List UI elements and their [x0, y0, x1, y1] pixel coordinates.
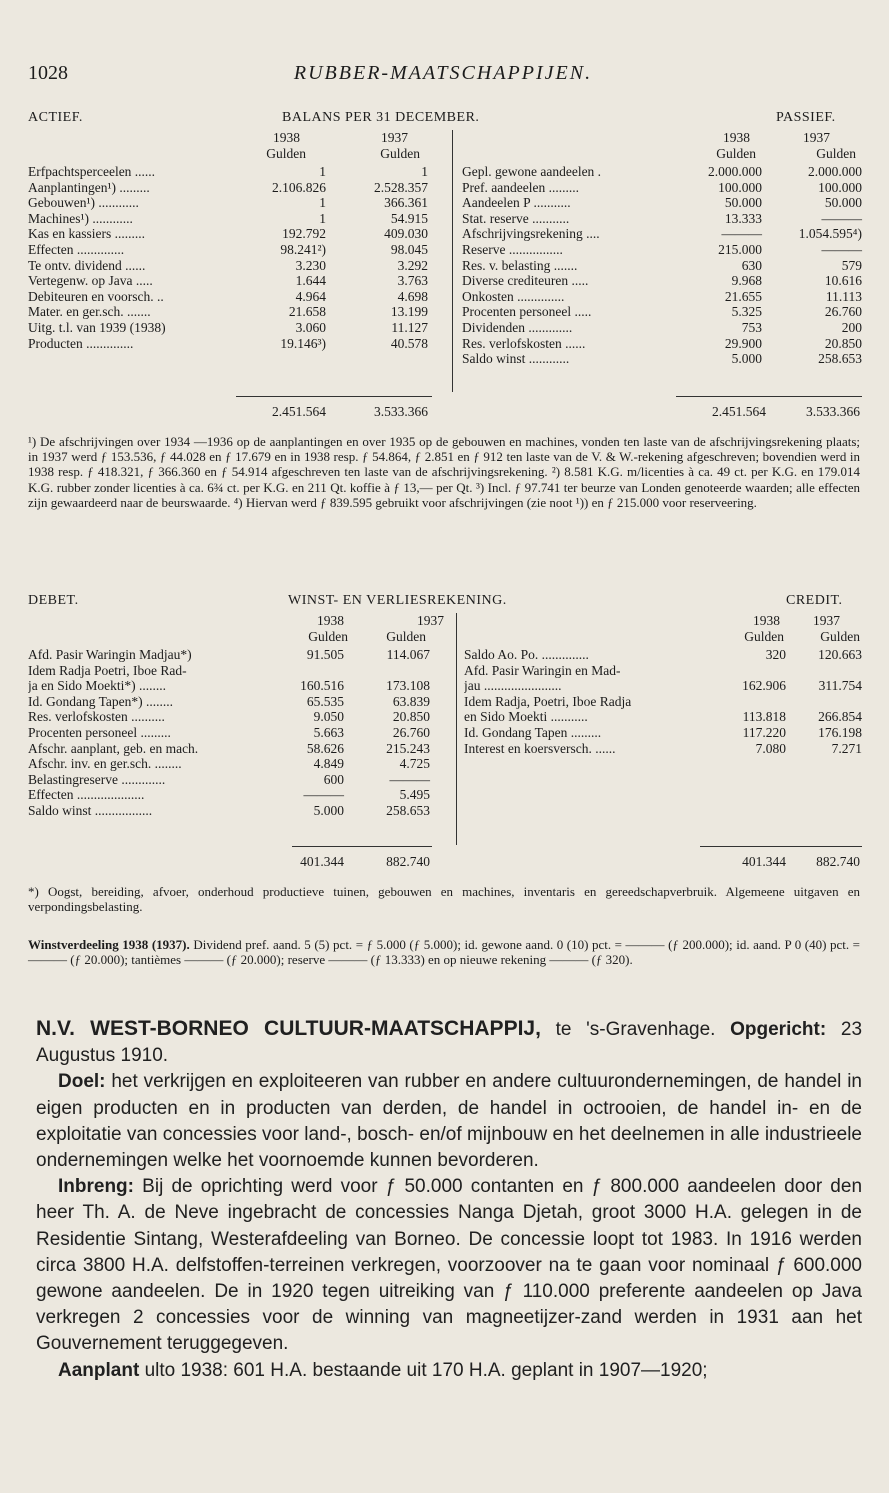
- table-row: [28, 787, 448, 803]
- value-1938: 162.906: [742, 678, 786, 694]
- currency-label: Gulden: [380, 145, 420, 161]
- table-row: [28, 336, 448, 352]
- value-1937: 1: [421, 164, 428, 179]
- value-1938: 3.230: [295, 257, 326, 273]
- total-rule: [700, 846, 862, 847]
- passief-table: [462, 164, 862, 367]
- total-debet-1937: 882.740: [386, 854, 430, 869]
- table-row: [462, 211, 862, 227]
- credit-title: CREDIT.: [786, 593, 843, 608]
- value-1937: 366.361: [384, 195, 428, 211]
- row-label: Saldo Ao. Po. ..............: [464, 647, 589, 662]
- row-label: Stat. reserve ...........: [462, 210, 570, 226]
- table-row: [28, 258, 448, 274]
- value-1938: 1: [319, 210, 326, 226]
- row-label: Reserve ................: [462, 241, 563, 257]
- table-row: [462, 304, 862, 320]
- value-1938: 5.000: [731, 351, 762, 367]
- table-row: [28, 647, 448, 663]
- table-row: [28, 709, 448, 725]
- value-1937: 3.292: [397, 257, 428, 273]
- value-1937: 2.528.357: [374, 179, 428, 195]
- value-1938: ———: [721, 226, 762, 242]
- value-1937: 63.839: [392, 693, 430, 709]
- total-rule: [676, 396, 862, 397]
- balance-totals: [28, 404, 860, 420]
- page-number: 1028: [28, 62, 68, 84]
- passief-title: PASSIEF.: [776, 110, 836, 125]
- debet-table: [28, 647, 448, 819]
- doel-text: het verkrijgen en exploiteeren van rubber en andere cultuurondernemingen, de handel in eigen producten en in producten van derden, de handel in octrooien, de handel in- en de exploitatie van concessies voor land-, bosch- en/of mijnbouw en het deelnemen in alle industrieele ondernemingen welke het voornoemde kunnen bevorderen.: [36, 1071, 862, 1172]
- table-row: [462, 258, 862, 274]
- column-divider: [452, 130, 453, 392]
- value-1937: 20.850: [824, 335, 862, 351]
- inbreng-label: Inbreng:: [58, 1176, 134, 1198]
- founded-label: Opgericht:: [730, 1019, 827, 1040]
- value-1938: 1: [319, 195, 326, 211]
- row-label: Aandeelen P ...........: [462, 195, 571, 211]
- table-row: [462, 226, 862, 242]
- row-label: Te ontv. dividend ......: [28, 257, 146, 273]
- pl-column-headers: [0, 613, 889, 645]
- table-row: [28, 663, 448, 679]
- table-row: [464, 663, 862, 679]
- row-label: Afschrijvingsrekening ....: [462, 226, 600, 242]
- value-1937: 258.653: [818, 351, 862, 367]
- value-1938: 1: [319, 164, 326, 179]
- winstverdeeling: [28, 937, 860, 967]
- value-1937: 20.850: [392, 709, 430, 725]
- value-1937: 215.243: [386, 740, 430, 756]
- value-1938: 29.900: [724, 335, 762, 351]
- row-label: Aanplantingen¹) .........: [28, 179, 150, 195]
- value-1937: 114.067: [386, 647, 430, 662]
- value-1937: 258.653: [386, 802, 430, 818]
- value-1937: 100.000: [818, 179, 862, 195]
- total-actief-1937: 3.533.366: [374, 404, 428, 419]
- row-label: Dividenden .............: [462, 319, 573, 335]
- table-row: [464, 678, 862, 694]
- row-label: Res. verlofskosten ..........: [28, 709, 165, 725]
- table-row: [462, 336, 862, 352]
- row-label: Kas en kassiers .........: [28, 226, 145, 242]
- table-row: [28, 195, 448, 211]
- value-1937: ———: [821, 210, 862, 226]
- row-label: Saldo winst ............: [462, 351, 570, 367]
- pl-totals: [28, 854, 860, 870]
- value-1938: 192.792: [282, 226, 326, 242]
- value-1938: ———: [303, 787, 344, 803]
- value-1938: 5.663: [313, 724, 344, 740]
- total-rule: [292, 846, 432, 847]
- table-row: [462, 195, 862, 211]
- table-row: [28, 304, 448, 320]
- column-divider: [456, 613, 457, 845]
- company-entry: [36, 1016, 862, 1384]
- value-1938: 21.658: [288, 304, 326, 320]
- table-row: [28, 226, 448, 242]
- row-label: Gepl. gewone aandeelen .: [462, 164, 602, 179]
- year-1937: 1937: [803, 130, 830, 145]
- table-row: [28, 180, 448, 196]
- currency-label: Gulden: [266, 145, 306, 161]
- value-1938: 160.516: [300, 678, 344, 694]
- total-passief-1938: 2.451.564: [712, 404, 766, 419]
- value-1938: 7.080: [755, 740, 786, 756]
- row-label: Id. Gondang Tapen*) ........: [28, 693, 174, 709]
- debet-title: DEBET.: [28, 593, 79, 608]
- value-1938: 65.535: [306, 693, 344, 709]
- table-row: [462, 180, 862, 196]
- value-1937: 50.000: [824, 195, 862, 211]
- value-1937: 579: [841, 257, 862, 273]
- row-label: Res. v. belasting .......: [462, 257, 578, 273]
- value-1937: 11.127: [391, 319, 428, 335]
- value-1937: 176.198: [818, 724, 862, 740]
- value-1937: 2.000.000: [808, 164, 862, 179]
- value-1938: 5.000: [313, 802, 344, 818]
- table-row: [28, 289, 448, 305]
- row-label: Gebouwen¹) ............: [28, 195, 139, 211]
- company-name: N.V. WEST-BORNEO CULTUUR-MAATSCHAPPIJ,: [36, 1017, 541, 1040]
- table-row: [28, 273, 448, 289]
- row-label: Pref. aandeelen .........: [462, 179, 579, 195]
- page-header: [28, 62, 858, 88]
- actief-table: [28, 164, 448, 351]
- row-label: ja en Sido Moekti*) ........: [28, 678, 166, 694]
- row-label: Afschr. aanplant, geb. en mach.: [28, 740, 199, 756]
- value-1937: 10.616: [824, 273, 862, 289]
- balance-footnote: ¹) De afschrijvingen over 1934 —1936 op de aanplantingen en over 1935 op de gebouwen en machines, vonden ten laste van de afschrijvingsrekening plaats; in 1937 werd ƒ 153.536, ƒ 44.028 en ƒ 17.679 en in 1938 resp. ƒ 54.864, ƒ 2.851 en ƒ 912 ten laste van de V. & W.-rekening afgeschreven; bovendien werd in 1938 resp. ƒ 418.321, ƒ 366.360 en ƒ 54.914 afgeschreven ten laste van de afschrijvingsrekening. ²) 8.581 K.G. m/licenties à ca. 49 ct. per K.G. en 179.014 K.G. rubber zonder licenties à ca. 6¾ ct. per K.G. en 211 Qt. koffie à ƒ 13,— per Qt. ³) Incl. ƒ 97.741 ter beurze van Londen genoteerde waarden; alle effecten zijn gewaardeerd naar de beurswaarde. ⁴) Hiervan werd ƒ 839.595 gebruikt voor afschrijvingen (zie noot ¹)) en ƒ 215.000 voor reserveering.: [28, 434, 860, 510]
- table-row: [28, 164, 448, 180]
- pl-footnote: *) Oogst, bereiding, afvoer, onderhoud productieve tuinen, gebouwen en machines, inventaris en gereedschapverbruik. Algemeene uitgaven en verpondingsbelasting.: [28, 884, 860, 915]
- value-1938: 113.818: [742, 709, 786, 725]
- table-row: [462, 273, 862, 289]
- table-row: [28, 741, 448, 757]
- value-1937: 40.578: [390, 335, 428, 351]
- winstverdeeling-text: Dividend pref. aand. 5 (5) pct. = ƒ 5.000 (ƒ 5.000); id. gewone aand. 0 (10) pct. = ——— (ƒ 200.000); id. aand. P 0 (40) pct. = ——— (ƒ 20.000); tantièmes ——— (ƒ 20.000); reserve ——— (ƒ 13.333) en op nieuwe rekening ——— (ƒ 320).: [28, 937, 861, 968]
- row-label: Afd. Pasir Waringin Madjau*): [28, 647, 192, 662]
- table-row: [464, 709, 862, 725]
- value-1937: 409.030: [384, 226, 428, 242]
- value-1938: 600: [323, 771, 344, 787]
- value-1938: 1.644: [295, 273, 326, 289]
- actief-title: ACTIEF.: [28, 110, 83, 125]
- company-location: te 's-Gravenhage.: [555, 1019, 716, 1040]
- row-label: Idem Radja, Poetri, Iboe Radja: [464, 693, 632, 709]
- table-row: [28, 725, 448, 741]
- total-passief-1937: 3.533.366: [806, 404, 860, 419]
- table-row: [28, 756, 448, 772]
- row-label: Belastingreserve .............: [28, 771, 166, 787]
- value-1938: 4.964: [295, 288, 326, 304]
- year-1938: 1938: [273, 130, 300, 145]
- credit-table: [464, 647, 862, 756]
- row-label: Afschr. inv. en ger.sch. ........: [28, 756, 182, 772]
- inbreng-text: Bij de oprichting werd voor ƒ 50.000 contanten en ƒ 800.000 aandeelen door den heer Th. A. de Neve ingebracht de concessies Nanga Djetah, groot 3000 H.A. gelegen in de Residentie Sintang, Westerafdeeling van Borneo. De concessie loopt tot 1983. In 1916 werden circa 3800 H.A. delfstoffen-terreinen verkregen, voorzoover na te gaan voor nominaal ƒ 600.000 gewone aandeelen. De in 1920 tegen uitreiking van ƒ 110.000 preferente aandeelen op Java verkregen 2 concessies voor de winning van magneetijzer-zand werden in 1931 aan het Gouvernement teruggegeven.: [36, 1176, 863, 1355]
- total-credit-1937: 882.740: [816, 854, 860, 869]
- row-label: Afd. Pasir Waringin en Mad-: [464, 662, 621, 678]
- row-label: en Sido Moekti ...........: [464, 709, 588, 725]
- table-row: [462, 242, 862, 258]
- winstverdeeling-label: Winstverdeeling 1938 (1937).: [28, 937, 190, 952]
- currency-label: Gulden: [716, 145, 756, 161]
- year-1937: 1937: [381, 130, 408, 145]
- year-1938: 1938: [317, 613, 344, 628]
- value-1937: 98.045: [390, 241, 428, 257]
- row-label: jau .......................: [464, 678, 562, 694]
- value-1938: 753: [741, 319, 762, 335]
- table-row: [28, 211, 448, 227]
- row-label: Debiteuren en voorsch. ..: [28, 288, 164, 304]
- value-1938: 21.655: [724, 288, 762, 304]
- table-row: [28, 803, 448, 819]
- year-1937: 1937: [417, 613, 444, 628]
- value-1937: 4.725: [399, 756, 430, 772]
- value-1938: 117.220: [742, 724, 786, 740]
- table-row: [464, 741, 862, 757]
- currency-label: Gulden: [744, 628, 784, 644]
- value-1937: 4.698: [397, 288, 428, 304]
- row-label: Onkosten ..............: [462, 288, 565, 304]
- balance-title: BALANS PER 31 DECEMBER.: [282, 110, 480, 125]
- row-label: Procenten personeel .....: [462, 304, 592, 320]
- aanplant-label: Aanplant: [58, 1359, 140, 1381]
- total-rule: [236, 396, 432, 397]
- row-label: Procenten personeel .........: [28, 724, 171, 740]
- row-label: Effecten ..............: [28, 241, 125, 257]
- value-1937: 266.854: [818, 709, 862, 725]
- value-1937: 311.754: [818, 678, 862, 694]
- total-actief-1938: 2.451.564: [272, 404, 326, 419]
- value-1938: 2.000.000: [708, 164, 762, 179]
- running-title: RUBBER-MAATSCHAPPIJEN.: [293, 62, 593, 84]
- value-1938: 5.325: [731, 304, 762, 320]
- value-1938: 9.050: [313, 709, 344, 725]
- value-1938: 13.333: [724, 210, 762, 226]
- value-1937: 13.199: [390, 304, 428, 320]
- value-1937: 120.663: [818, 647, 862, 662]
- value-1937: 3.763: [397, 273, 428, 289]
- row-label: Mater. en ger.sch. .......: [28, 304, 151, 320]
- table-row: [464, 725, 862, 741]
- value-1937: 11.113: [825, 288, 862, 304]
- year-1937: 1937: [813, 613, 840, 628]
- value-1937: 173.108: [386, 678, 430, 694]
- row-label: Machines¹) ............: [28, 210, 133, 226]
- row-label: Effecten ....................: [28, 787, 145, 803]
- value-1937: 26.760: [392, 724, 430, 740]
- doel-label: Doel:: [58, 1071, 106, 1093]
- table-row: [464, 694, 862, 710]
- value-1937: 7.271: [831, 740, 862, 756]
- value-1937: 54.915: [390, 210, 428, 226]
- table-row: [462, 164, 862, 180]
- row-label: Saldo winst .................: [28, 802, 153, 818]
- row-label: Producten ..............: [28, 335, 134, 351]
- row-label: Idem Radja Poetri, Iboe Rad-: [28, 662, 187, 678]
- value-1937: 1.054.595⁴): [798, 226, 862, 242]
- value-1938: 58.626: [306, 740, 344, 756]
- table-row: [462, 351, 862, 367]
- currency-label: Gulden: [308, 628, 348, 644]
- row-label: Diverse crediteuren .....: [462, 273, 589, 289]
- row-label: Vertegenw. op Java .....: [28, 273, 153, 289]
- value-1937: 5.495: [399, 787, 430, 803]
- row-label: Res. verlofskosten ......: [462, 335, 586, 351]
- row-label: Interest en koersversch. ......: [464, 740, 616, 756]
- value-1937: ———: [389, 771, 430, 787]
- founded-value: 23 Augustus 1910.: [36, 1019, 863, 1067]
- total-credit-1938: 401.344: [742, 854, 786, 869]
- table-row: [462, 289, 862, 305]
- row-label: Uitg. t.l. van 1939 (1938): [28, 319, 166, 335]
- table-row: [28, 694, 448, 710]
- currency-label: Gulden: [816, 145, 856, 161]
- row-label: Erfpachtsperceelen ......: [28, 164, 156, 179]
- currency-label: Gulden: [820, 628, 860, 644]
- aanplant-text: ulto 1938: 601 H.A. bestaande uit 170 H.A. geplant in 1907—1920;: [144, 1359, 708, 1381]
- year-1938: 1938: [723, 130, 750, 145]
- value-1937: 26.760: [824, 304, 862, 320]
- table-row: [28, 678, 448, 694]
- year-1938: 1938: [753, 613, 780, 628]
- pl-title: WINST- EN VERLIESREKENING.: [288, 593, 507, 608]
- value-1938: 2.106.826: [272, 179, 326, 195]
- value-1938: 4.849: [313, 756, 344, 772]
- value-1937: 200: [841, 319, 862, 335]
- table-row: [462, 320, 862, 336]
- value-1938: 215.000: [718, 241, 762, 257]
- value-1938: 3.060: [295, 319, 326, 335]
- value-1938: 50.000: [724, 195, 762, 211]
- value-1938: 100.000: [718, 179, 762, 195]
- table-row: [28, 242, 448, 258]
- value-1938: 98.241²): [280, 241, 326, 257]
- total-debet-1938: 401.344: [300, 854, 344, 869]
- currency-label: Gulden: [386, 628, 426, 644]
- value-1938: 19.146³): [280, 335, 326, 351]
- table-row: [28, 320, 448, 336]
- table-row: [28, 772, 448, 788]
- value-1938: 91.505: [306, 647, 344, 662]
- row-label: Id. Gondang Tapen .........: [464, 724, 602, 740]
- value-1938: 320: [765, 647, 786, 662]
- value-1937: ———: [821, 241, 862, 257]
- value-1938: 630: [741, 257, 762, 273]
- table-row: [464, 647, 862, 663]
- value-1938: 9.968: [731, 273, 762, 289]
- balance-column-headers: [0, 130, 889, 162]
